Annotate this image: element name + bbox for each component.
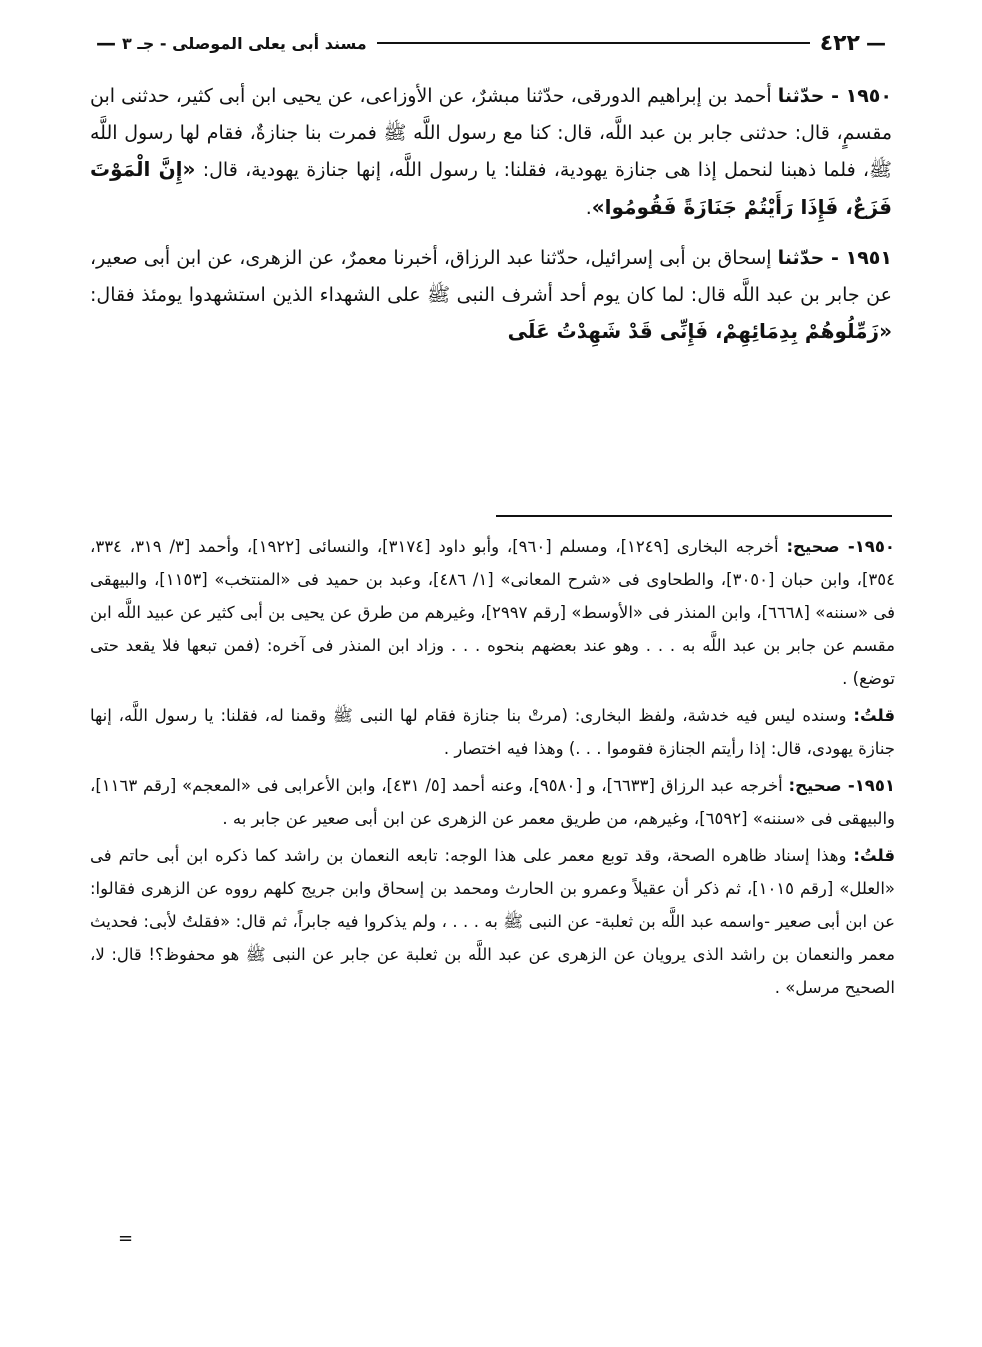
footnote-1951 bbox=[90, 769, 895, 835]
hadith-separator: - bbox=[824, 247, 846, 269]
hadith-end: . bbox=[585, 196, 592, 219]
continuation-mark: = bbox=[118, 1228, 134, 1249]
hadith-number: ١٩٥٠ bbox=[845, 85, 892, 107]
header-dash-right: — bbox=[866, 31, 886, 55]
hadith-1951 bbox=[90, 240, 892, 351]
hadith-isnad: إسحاق بن أبى إسرائيل، حدّثنا عبد الرزاق، أخبرنا معمرٌ، عن الزهرى، عن ابن أبى صعير، عن جابر بن عبد اللَّه قال: لما كان يوم أحد أشرف النبى ﷺ على الشهداء الذين استشهدوا يومئذ فقال: bbox=[90, 247, 892, 306]
hadith-separator: - bbox=[824, 85, 846, 107]
footnote-label: قلتُ: bbox=[853, 846, 895, 865]
footnotes bbox=[90, 530, 895, 1008]
footnote-label: قلتُ: bbox=[853, 706, 895, 725]
hadith-number: ١٩٥١ bbox=[845, 247, 892, 269]
page-number: ٤٢٢ bbox=[819, 30, 860, 56]
header-dash-left: — bbox=[96, 31, 116, 55]
main-text bbox=[90, 78, 892, 365]
hadith-1950 bbox=[90, 78, 892, 226]
footnote-text: وهذا إسناد ظاهره الصحة، وقد توبع معمر على هذا الوجه: تابعه النعمان بن راشد كما ذكره ابن أبى حاتم فى «العلل» [رقم ١٠١٥]، ثم ذكر أن عقيلاً وعمرو بن الحارث ومحمد بن إسحاق وابن جريج كلهم رووه عن الزهرى فقالوا: عن ابن أبى صعير -واسمه عبد اللَّه بن ثعلبة- عن النبى ﷺ به . . . ، ولم يذكروا فيه جابراً، ثم قال: «فقلتُ لأبى: فحديث معمر والنعمان بن راشد الذى يرويان عن الزهرى عن عبد اللَّه بن ثعلبة عن جابر عن النبى ﷺ هو محفوظ؟! قال: لا، الصحيح مرسل» . bbox=[90, 846, 896, 997]
footnote-divider bbox=[496, 515, 892, 517]
running-title: مسند أبى يعلى الموصلى - جـ ٣ bbox=[122, 33, 367, 53]
footnote-label: ١٩٥١- صحيح: bbox=[788, 776, 896, 795]
hadith-matn: «زَمِّلُوهُمْ بِدِمَائِهِمْ، فَإِنِّى قَدْ شَهِدْتُ عَلَى bbox=[507, 319, 892, 343]
hadith-matn: «إِنَّ الْمَوْتَ فَزَعٌ، فَإِذَا رَأَيْتُمْ جَنَازَةً فَقُومُوا» bbox=[90, 157, 892, 219]
page-header bbox=[90, 26, 892, 60]
hadith-lead: حدّثنا bbox=[777, 85, 825, 107]
footnote-label: ١٩٥٠- صحيح: bbox=[786, 537, 895, 556]
footnote-text: أخرجه البخارى [١٢٤٩]، ومسلم [٩٦٠]، وأبو داود [٣١٧٤]، والنسائى [١٩٢٢]، وأحمد [٣/ ٣١٩، ٣٣٤، ٣٥٤]، وابن حبان [٣٠٥٠]، والطحاوى فى «شرح المعانى» [١/ ٤٨٦]، وعبد بن حميد فى «المنتخب» [١١٥٣]، والبيهقى فى «سننه» [٦٦٦٨]، وابن المنذر فى «الأوسط» [رقم ٢٩٩٧]، وغيرهم من طرق عن يحيى بن أبى كثير عن عبيد اللَّه ابن مقسم عن جابر بن عبد اللَّه به . . . وهو عند بعضهم بنحوه . . . وزاد ابن المنذر فى آخره: (فمن تبعها فلا يقعد حتى توضع) . bbox=[90, 537, 896, 688]
hadith-isnad: أحمد بن إبراهيم الدورقى، حدّثنا مبشرٌ، عن الأوزاعى، عن يحيى ابن أبى كثير، حدثنى ابن مقسمٍ، قال: حدثنى جابر بن عبد اللَّه، قال: كنا مع رسول اللَّه ﷺ فمرت بنا جنازةٌ، فقام لها رسول اللَّه ﷺ، فلما ذهبنا لنحمل إذا هى جنازة يهودية، فقلنا: يا رسول اللَّه، إنها جنازة يهودية، قال: bbox=[90, 85, 893, 181]
footnote-text: وسنده ليس فيه خدشة، ولفظ البخارى: (مرتْ بنا جنازة فقام لها النبى ﷺ وقمنا له، فقلنا: يا رسول اللَّه، إنها جنازة يهودى، قال: إذا رأيتم الجنازة فقوموا . . .) وهذا فيه اختصار . bbox=[90, 706, 895, 758]
footnote-comment-1950 bbox=[90, 699, 895, 765]
header-rule bbox=[377, 42, 810, 44]
footnote-1950 bbox=[90, 530, 895, 695]
footnote-comment-1951 bbox=[90, 839, 895, 1004]
hadith-lead: حدّثنا bbox=[777, 247, 825, 269]
footnote-text: أخرجه عبد الرزاق [٦٦٣٣]، و [٩٥٨٠]، وعنه أحمد [٥/ ٤٣١]، وابن الأعرابى فى «المعجم» [رقم ١١٦٣]، والبيهقى فى «سننه» [٦٥٩٢]، وغيرهم، من طريق معمر عن الزهرى عن ابن أبى صعير عن جابر به . bbox=[90, 776, 895, 828]
